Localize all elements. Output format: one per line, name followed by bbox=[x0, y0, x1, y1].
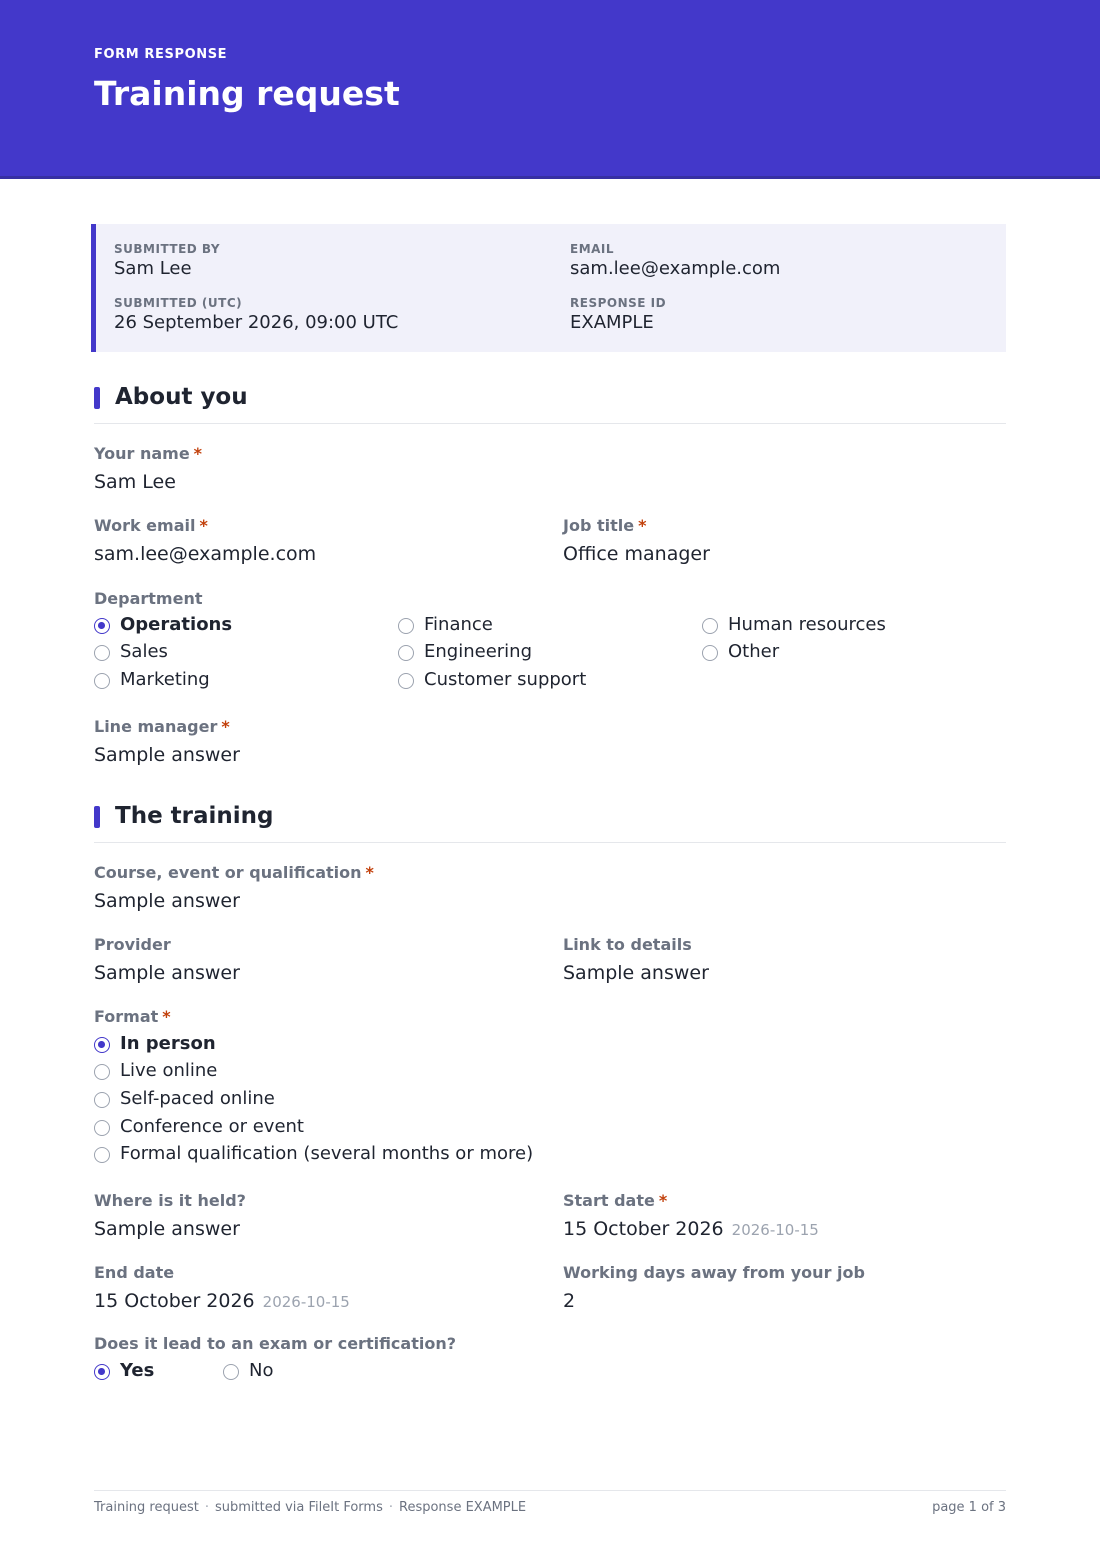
radio-empty-icon bbox=[94, 1147, 110, 1163]
radio-selected-icon bbox=[94, 1364, 110, 1380]
field-value: Sample answer bbox=[94, 1218, 240, 1240]
page-title: Training request bbox=[94, 74, 400, 113]
radio-empty-icon bbox=[702, 645, 718, 661]
meta-email: EMAIL sam.lee@example.com bbox=[570, 242, 781, 279]
field-value: 2 bbox=[563, 1290, 576, 1312]
field-end-date: End date 15 October 2026 2026-10-15 bbox=[94, 1263, 350, 1312]
meta-submitted-utc: SUBMITTED (UTC) 26 September 2026, 09:00 UTC bbox=[114, 296, 399, 333]
section-accent-bar bbox=[94, 387, 100, 409]
field-value: Sample answer bbox=[94, 744, 240, 766]
section-the-training bbox=[94, 803, 1006, 843]
field-days-away: Working days away from your job 2 bbox=[563, 1263, 865, 1312]
radio-empty-icon bbox=[398, 645, 414, 661]
radio-empty-icon bbox=[702, 618, 718, 634]
required-marker: * bbox=[193, 444, 203, 463]
required-marker: * bbox=[221, 717, 230, 736]
radio-empty-icon bbox=[94, 673, 110, 689]
field-course: Course, event or qualification * Sample answer bbox=[94, 863, 374, 912]
field-value: Sample answer bbox=[94, 890, 240, 912]
field-exam: Does it lead to an exam or certification? bbox=[94, 1334, 457, 1353]
field-value: Sample answer bbox=[94, 962, 240, 984]
submission-meta bbox=[91, 224, 1006, 352]
required-marker: * bbox=[365, 863, 374, 882]
field-where-held: Where is it held? Sample answer bbox=[94, 1191, 246, 1240]
section-accent-bar bbox=[94, 806, 100, 828]
iso-date: 2026-10-15 bbox=[262, 1293, 350, 1311]
field-format: Format * bbox=[94, 1007, 171, 1026]
radio-selected-icon bbox=[94, 618, 110, 634]
footer-form-name: Training request bbox=[94, 1500, 199, 1515]
meta-response-id: RESPONSE ID EXAMPLE bbox=[570, 296, 667, 333]
section-title: The training bbox=[115, 803, 274, 829]
radio-empty-icon bbox=[398, 673, 414, 689]
radio-empty-icon bbox=[94, 645, 110, 661]
page-header bbox=[0, 0, 1100, 179]
field-job-title: Job title * Office manager bbox=[563, 516, 710, 565]
footer-submitted-via: submitted via FileIt Forms bbox=[215, 1500, 383, 1515]
iso-date: 2026-10-15 bbox=[731, 1221, 819, 1239]
meta-submitted-by: SUBMITTED BY Sam Lee bbox=[114, 242, 221, 279]
radio-selected-icon bbox=[94, 1037, 110, 1053]
required-marker: * bbox=[638, 516, 647, 535]
section-title: About you bbox=[115, 384, 248, 410]
field-value: 15 October 2026 bbox=[563, 1218, 724, 1240]
section-about-you bbox=[94, 384, 1006, 424]
radio-empty-icon bbox=[398, 618, 414, 634]
field-value: Sam Lee bbox=[94, 471, 176, 493]
header-eyebrow: FORM RESPONSE bbox=[94, 47, 228, 62]
radio-empty-icon bbox=[94, 1092, 110, 1108]
radio-empty-icon bbox=[94, 1120, 110, 1136]
field-value: sam.lee@example.com bbox=[94, 543, 317, 565]
required-marker: * bbox=[162, 1007, 171, 1026]
field-link-to-details: Link to details Sample answer bbox=[563, 935, 709, 984]
page-number: page 1 of 3 bbox=[932, 1500, 1006, 1515]
field-your-name: Your name * Sam Lee bbox=[94, 444, 203, 493]
radio-empty-icon bbox=[223, 1364, 239, 1380]
field-value: Office manager bbox=[563, 543, 710, 565]
page-footer: Training request · submitted via FileIt Forms · Response EXAMPLE page 1 of 3 bbox=[94, 1490, 1006, 1491]
footer-response: Response EXAMPLE bbox=[399, 1500, 527, 1515]
field-provider: Provider Sample answer bbox=[94, 935, 240, 984]
field-value: 15 October 2026 bbox=[94, 1290, 255, 1312]
required-marker: * bbox=[658, 1191, 668, 1210]
required-marker: * bbox=[199, 516, 208, 535]
field-work-email: Work email * sam.lee@example.com bbox=[94, 516, 317, 565]
field-line-manager: Line manager * Sample answer bbox=[94, 717, 240, 766]
radio-empty-icon bbox=[94, 1064, 110, 1080]
field-start-date: Start date * 15 October 2026 2026-10-15 bbox=[563, 1191, 819, 1240]
field-department: Department bbox=[94, 589, 203, 608]
field-value: Sample answer bbox=[563, 962, 709, 984]
